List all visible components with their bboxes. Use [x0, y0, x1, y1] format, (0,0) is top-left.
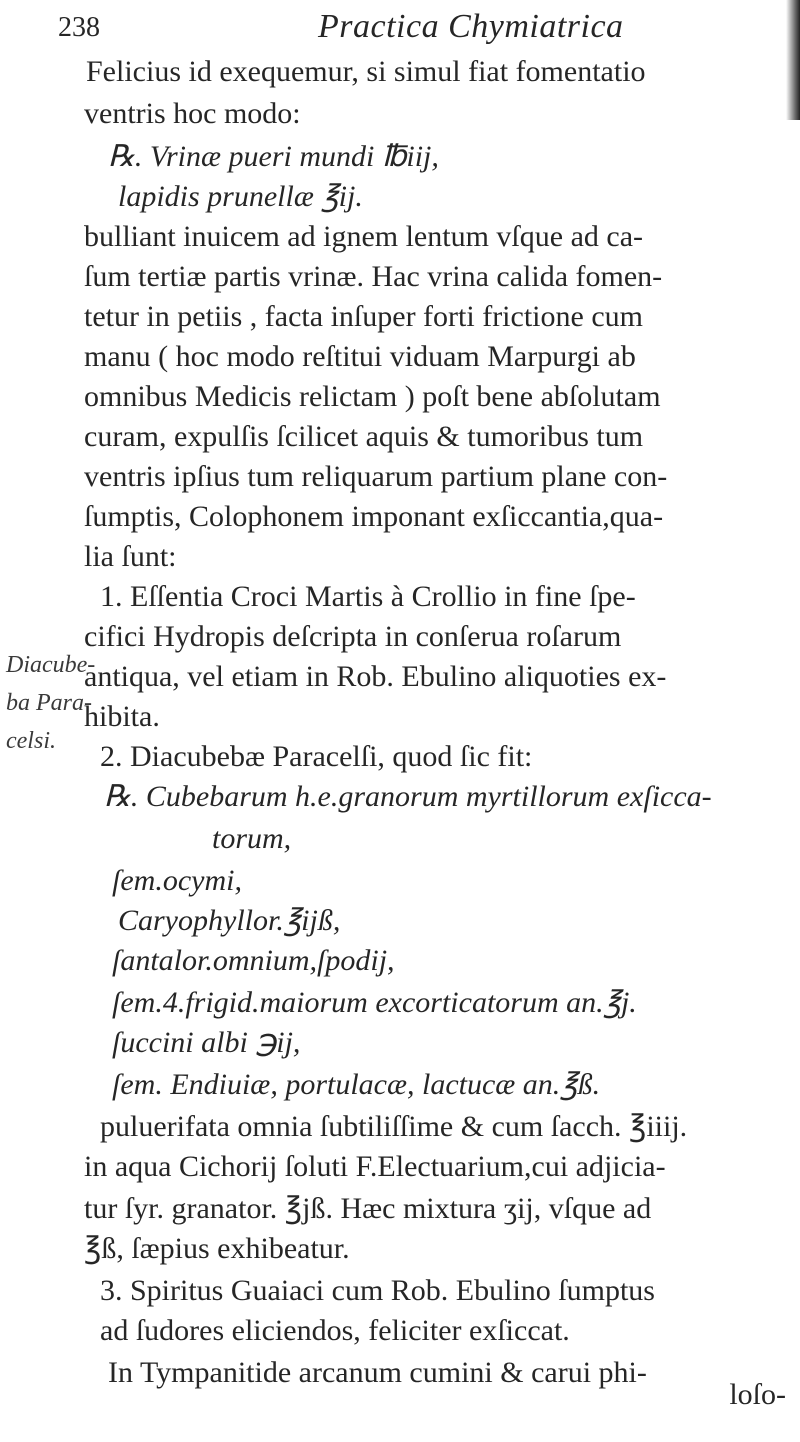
- text-line: bulliant inuicem ad ignem lentum vſque ad ca-: [84, 220, 643, 253]
- text-line: 2. Diacubebæ Paracelſi, quod ſic fit:: [100, 740, 533, 773]
- text-line: ℞. Vrinæ pueri mundi ℔iij,: [108, 140, 439, 173]
- text-line: ventris ipſius tum reliquarum partium plane con-: [84, 460, 668, 493]
- text-line: curam, expulſis ſcilicet aquis & tumoribus tum: [84, 420, 644, 453]
- text-line: lapidis prunellæ ℥ij.: [118, 180, 363, 213]
- text-line: ſumptis, Colophonem imponant exſiccantia,qua-: [84, 500, 664, 533]
- page-number: 238: [58, 12, 100, 43]
- catchword: loſo-: [729, 1378, 786, 1411]
- text-line: omnibus Medicis relictam ) poſt bene abſolutam: [84, 380, 661, 413]
- text-line: 1. Eſſentia Croci Martis à Crollio in fine ſpe-: [100, 580, 636, 613]
- text-line: lia ſunt:: [84, 540, 177, 573]
- text-line: torum,: [212, 822, 292, 855]
- text-line: ſem. Endiuiæ, portulacæ, lactucæ an.℥ß.: [112, 1068, 601, 1101]
- text-line: tur ſyr. granator. ℥jß. Hæc mixtura ʒij, vſque ad: [84, 1192, 652, 1225]
- text-line: ℞. Cubebarum h.e.granorum myrtillorum exſicca-: [104, 780, 712, 813]
- text-line: hibita.: [84, 700, 160, 733]
- text-line: ad ſudores eliciendos, feliciter exſiccat.: [100, 1314, 570, 1347]
- text-line: 3. Spiritus Guaiaci cum Rob. Ebulino ſumptus: [100, 1274, 655, 1307]
- margin-note-line: celsi.: [6, 728, 56, 754]
- text-line: manu ( hoc modo reſtitui viduam Marpurgi ab: [84, 340, 636, 373]
- text-line: antiqua, vel etiam in Rob. Ebulino aliquoties ex-: [84, 660, 667, 693]
- text-line: puluerifata omnia ſubtiliſſime & cum ſacch. ℥iiij.: [100, 1110, 688, 1143]
- text-line: In Tympanitide arcanum cumini & carui phi-: [108, 1356, 647, 1389]
- text-line: ventris hoc modo:: [84, 97, 301, 130]
- text-line: Felicius id exequemur, si simul fiat fomentatio: [86, 55, 646, 88]
- margin-note: [6, 646, 95, 760]
- text-line: ſem.ocymi,: [112, 864, 242, 897]
- text-line: ſantalor.omnium,ſpodij,: [112, 944, 395, 977]
- text-line: ℥ß, ſæpius exhibeatur.: [84, 1232, 350, 1265]
- text-line: ſuccini albi ℈ij,: [112, 1026, 301, 1059]
- margin-note-line: Diacube-: [6, 652, 96, 678]
- text-line: ſum tertiæ partis vrinæ. Hac vrina calida fomen-: [84, 260, 663, 293]
- text-line: cifici Hydropis deſcripta in conſerua roſarum: [84, 620, 622, 653]
- margin-note-line: ba Para-: [6, 690, 92, 716]
- text-line: in aqua Cichorij ſoluti F.Electuarium,cui adjicia-: [84, 1150, 666, 1183]
- running-title: Practica Chymiatrica: [318, 8, 624, 45]
- text-line: Caryophyllor.℥ijß,: [118, 904, 341, 937]
- text-line: tetur in petiis , facta inſuper forti frictione cum: [84, 300, 643, 333]
- page-header: [0, 8, 800, 48]
- text-line: ſem.4.frigid.maiorum excorticatorum an.℥j.: [112, 986, 637, 1019]
